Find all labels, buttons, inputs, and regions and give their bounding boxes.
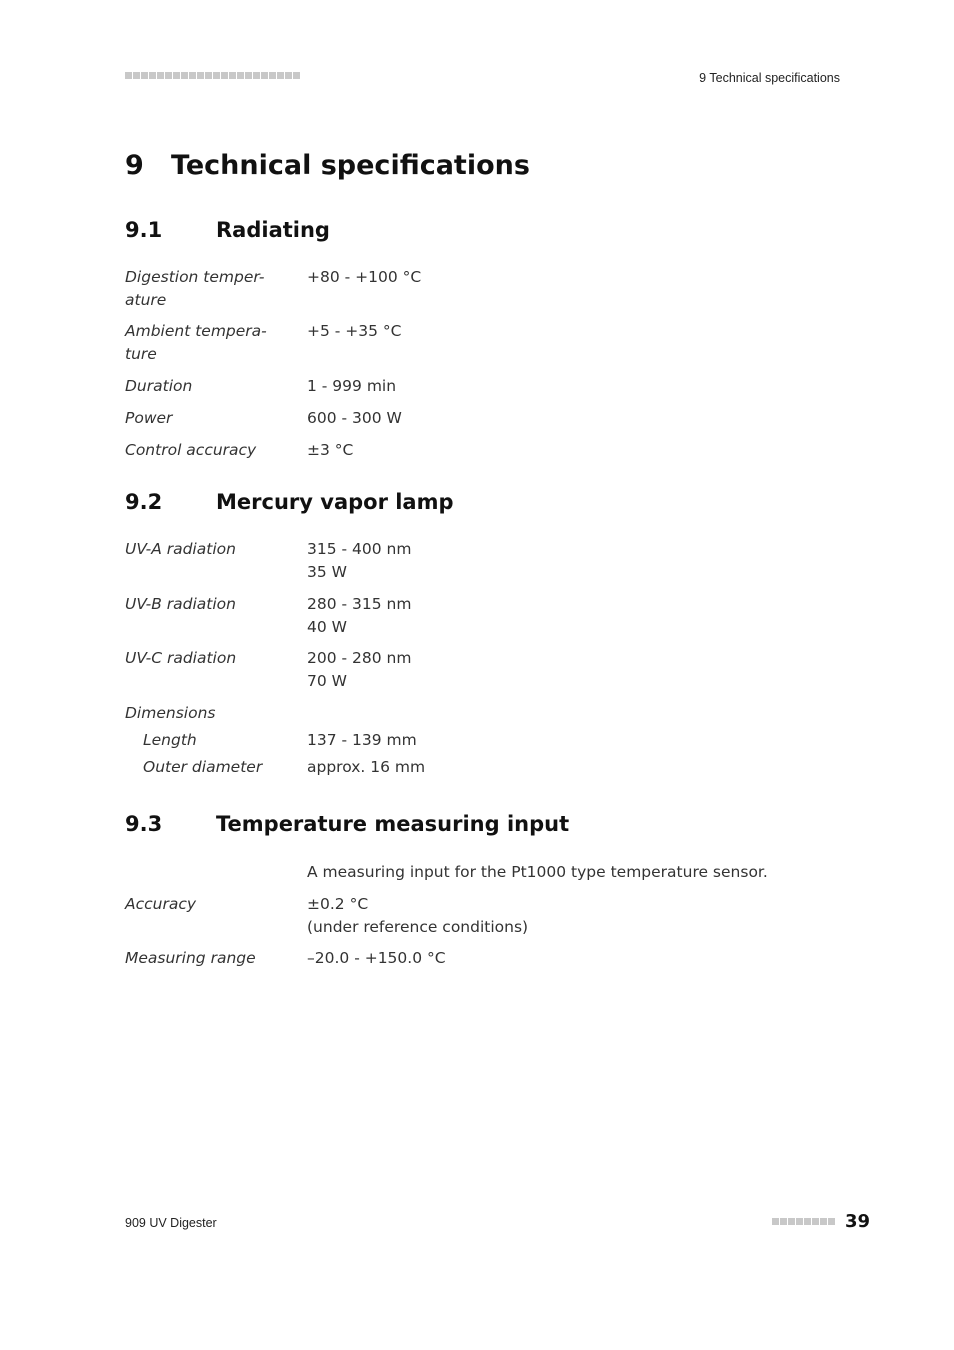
decoration-square xyxy=(261,72,268,79)
decoration-square xyxy=(788,1218,795,1225)
spec-value: 137 - 139 mm xyxy=(307,731,417,749)
decoration-square xyxy=(133,72,140,79)
decoration-square xyxy=(780,1218,787,1225)
decoration-square xyxy=(277,72,284,79)
decoration-square xyxy=(221,72,228,79)
page-number: 39 xyxy=(845,1211,871,1232)
spec-label: Measuring range xyxy=(125,949,256,967)
decoration-square xyxy=(149,72,156,79)
spec-label: Ambient tempera- ture xyxy=(125,322,267,363)
spec-value: ±3 °C xyxy=(307,441,354,459)
spec-label: Power xyxy=(125,409,173,427)
spec-value: 1 - 999 min xyxy=(307,377,397,395)
spec-value: +80 - +100 °C xyxy=(307,268,422,286)
spec-label: Accuracy xyxy=(125,895,197,913)
decoration-square xyxy=(205,72,212,79)
section-heading-radiating xyxy=(125,218,330,242)
decoration-square xyxy=(820,1218,827,1225)
decoration-square xyxy=(141,72,148,79)
spec-label: UV-B radiation xyxy=(125,595,236,613)
spec-value: –20.0 - +150.0 °C xyxy=(307,949,446,967)
spec-label: UV-A radiation xyxy=(125,540,236,558)
decoration-square xyxy=(229,72,236,79)
section-title: Temperature measuring input xyxy=(216,812,570,836)
spec-value: 200 - 280 nm 70 W xyxy=(307,649,412,690)
decoration-square xyxy=(285,72,292,79)
decoration-square xyxy=(796,1218,803,1225)
decoration-square xyxy=(213,72,220,79)
chapter-title xyxy=(125,150,530,181)
decoration-square xyxy=(269,72,276,79)
spec-group-label: Dimensions xyxy=(125,704,216,722)
footer-product-name: 909 UV Digester xyxy=(125,1216,217,1230)
decoration-square xyxy=(165,72,172,79)
spec-label: UV-C radiation xyxy=(125,649,237,667)
section-heading-lamp xyxy=(125,490,454,514)
header-decoration xyxy=(125,72,300,80)
running-header: 9 Technical specifications xyxy=(699,71,840,85)
spec-label: Duration xyxy=(125,377,193,395)
decoration-square xyxy=(189,72,196,79)
decoration-square xyxy=(293,72,300,79)
spec-value: +5 - +35 °C xyxy=(307,322,402,340)
spec-label: Control accuracy xyxy=(125,441,257,459)
decoration-square xyxy=(245,72,252,79)
section-intro: A measuring input for the Pt1000 type temperature sensor. xyxy=(307,863,768,881)
section-number: 9.2 xyxy=(125,490,163,514)
section-heading-temperature xyxy=(125,812,569,836)
decoration-square xyxy=(812,1218,819,1225)
decoration-square xyxy=(125,72,132,79)
spec-label: Outer diameter xyxy=(143,758,263,776)
decoration-square xyxy=(772,1218,779,1225)
section-title: Mercury vapor lamp xyxy=(216,490,454,514)
decoration-square xyxy=(253,72,260,79)
section-number: 9.1 xyxy=(125,218,163,242)
section-number: 9.3 xyxy=(125,812,163,836)
chapter-title-text: Technical specifications xyxy=(171,150,530,181)
spec-label: Length xyxy=(143,731,197,749)
spec-value: ±0.2 °C (under reference conditions) xyxy=(307,895,529,936)
spec-value: approx. 16 mm xyxy=(307,758,426,776)
decoration-square xyxy=(197,72,204,79)
spec-value: 600 - 300 W xyxy=(307,409,402,427)
decoration-square xyxy=(157,72,164,79)
section-title: Radiating xyxy=(216,218,330,242)
decoration-square xyxy=(181,72,188,79)
spec-value: 280 - 315 nm 40 W xyxy=(307,595,412,636)
decoration-square xyxy=(828,1218,835,1225)
spec-label: Digestion temper- ature xyxy=(125,268,265,309)
decoration-square xyxy=(804,1218,811,1225)
decoration-square xyxy=(173,72,180,79)
chapter-number: 9 xyxy=(125,150,144,181)
decoration-square xyxy=(237,72,244,79)
footer-decoration xyxy=(772,1218,835,1225)
spec-value: 315 - 400 nm 35 W xyxy=(307,540,412,581)
